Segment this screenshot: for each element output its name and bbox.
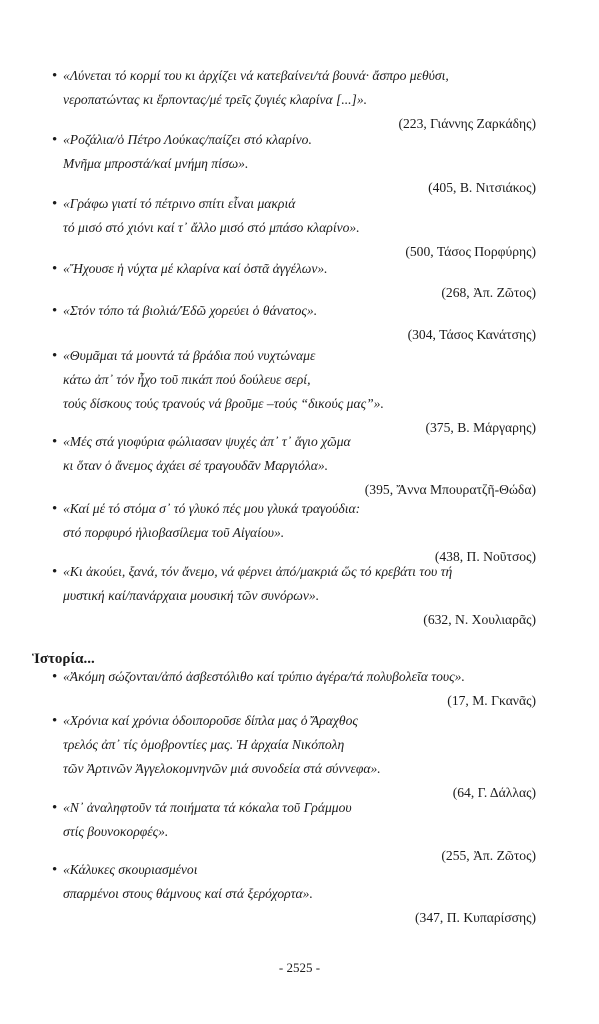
quote-line: νεροπατώντας κι ἕρποντας/μέ τρεῖς ζυγιές κλαρίνα [...]». bbox=[63, 92, 368, 107]
quote-line: «Λύνεται τό κορμί του κι ἀρχίζει νά κατεβαίνει/τά βουνά· ἄσπρο μεθύσι, bbox=[63, 68, 449, 83]
quote-line: «Κι ἀκούει, ξανά, τόν ἄνεμο, νά φέρνει ἀπό/μακριά ὥς τό κρεβάτι του τή bbox=[63, 564, 453, 579]
quote-attribution: (17, Μ. Γκανᾶς) bbox=[447, 693, 536, 708]
bullet-icon: • bbox=[52, 434, 58, 450]
bullet-icon: • bbox=[52, 862, 58, 878]
bullet-icon: • bbox=[52, 132, 58, 148]
bullet-icon: • bbox=[52, 501, 58, 517]
quote-attribution: (500, Τάσος Πορφύρης) bbox=[405, 244, 536, 259]
bullet-icon: • bbox=[52, 564, 58, 580]
quote-attribution: (304, Τάσος Κανάτσης) bbox=[407, 327, 536, 342]
quote-line: τούς δίσκους τούς τρανούς νά βροῦμε –τούς “δικούς μας”». bbox=[63, 396, 384, 411]
bullet-icon: • bbox=[52, 196, 58, 212]
page-number: - 2525 - bbox=[278, 960, 321, 975]
quote-line: Μνῆμα μπροστά/καί μνήμη πίσω». bbox=[63, 156, 249, 171]
quote-line: «Ν᾽ ἀναληφτοῦν τά ποιήματα τά κόκαλα τοῦ Γράμμου bbox=[63, 800, 352, 815]
quote-attribution: (255, Ἀπ. Ζῶτος) bbox=[441, 848, 536, 863]
quote-attribution: (405, Β. Νιτσιάκος) bbox=[428, 180, 536, 195]
quote-line: «Μές στά γιοφύρια φώλιασαν ψυχές ἀπ᾽ τ᾽ ἅγιο χῶμα bbox=[63, 434, 351, 449]
bullet-icon: • bbox=[52, 348, 58, 364]
quote-attribution: (632, Ν. Χουλιαρᾶς) bbox=[423, 612, 536, 627]
quote-attribution: (375, Β. Μάργαρης) bbox=[425, 420, 536, 435]
quote-line: «Θυμᾶμαι τά μουντά τά βράδια πού νυχτώναμε bbox=[63, 348, 316, 363]
quote-line: μυστική καί/πανάρχαια μουσική τῶν συνόρων». bbox=[63, 588, 320, 603]
quote-line: «Χρόνια καί χρόνια ὁδοιποροῦσε δίπλα μας ὁ Ἄραχθος bbox=[63, 713, 358, 728]
bullet-icon: • bbox=[52, 68, 58, 84]
bullet-icon: • bbox=[52, 261, 58, 277]
quote-line: κι ὅταν ὁ ἄνεμος ἀχάει σέ τραγουδᾶν Μαργιόλα». bbox=[63, 458, 329, 473]
quote-line: τό μισό στό χιόνι καί τ᾽ ἄλλο μισό στό μπάσο κλαρίνο». bbox=[63, 220, 360, 235]
quote-line: κάτω ἀπ᾽ τόν ἦχο τοῦ πικάπ πού δούλευε σερί, bbox=[63, 372, 311, 387]
bullet-icon: • bbox=[52, 800, 58, 816]
quote-line: «Ἤχουσε ἡ νύχτα μέ κλαρίνα καί ὀστᾶ ἀγγέλων». bbox=[63, 261, 328, 276]
quote-line: τῶν Ἀρτινῶν Ἀγγελοκομνηνῶν μιά συνοδεία στά σύννεφα». bbox=[63, 761, 381, 776]
bullet-icon: • bbox=[52, 669, 58, 685]
quote-line: «Ἀκόμη σώζονται/ἀπό ἀσβεστόλιθο καί τρύπιο ἀγέρα/τά πολυβολεῖα τους». bbox=[63, 669, 465, 684]
section-title: Ἱστορία... bbox=[32, 651, 95, 667]
quote-attribution: (64, Γ. Δάλλας) bbox=[452, 785, 536, 800]
quote-attribution: (268, Ἀπ. Ζῶτος) bbox=[441, 285, 536, 300]
quote-line: σπαρμένοι στους θάμνους καί στά ξερόχορτα». bbox=[63, 886, 313, 901]
bullet-icon: • bbox=[52, 303, 58, 319]
quote-attribution: (438, Π. Νοῦτσος) bbox=[434, 549, 536, 564]
quote-line: στό πορφυρό ἡλιοβασίλεμα τοῦ Αἰγαίου». bbox=[63, 525, 285, 540]
quote-attribution: (347, Π. Κυπαρίσσης) bbox=[415, 910, 536, 925]
bullet-icon: • bbox=[52, 713, 58, 729]
quote-line: «Στόν τόπο τά βιολιά/Ἐδῶ χορεύει ὁ θάνατος». bbox=[63, 303, 318, 318]
quote-line: «Ροζάλια/ὁ Πέτρο Λούκας/παίζει στό κλαρίνο. bbox=[63, 132, 312, 147]
quote-line: στίς βουνοκορφές». bbox=[63, 824, 169, 839]
quote-line: «Γράφω γιατί τό πέτρινο σπίτι εἶναι μακριά bbox=[63, 196, 296, 211]
quote-attribution: (395, Ἄννα Μπουρατζῆ-Θώδα) bbox=[364, 482, 536, 497]
quote-line: τρελός ἀπ᾽ τίς ὁμοβροντίες μας. Ἡ ἀρχαία Νικόπολη bbox=[63, 737, 345, 752]
quote-line: «Κάλυκες σκουριασμένοι bbox=[63, 862, 198, 877]
quote-line: «Καί μέ τό στόμα σ᾽ τό γλυκό πές μου γλυκά τραγούδια: bbox=[63, 501, 361, 516]
quote-attribution: (223, Γιάννης Ζαρκάδης) bbox=[398, 116, 536, 131]
